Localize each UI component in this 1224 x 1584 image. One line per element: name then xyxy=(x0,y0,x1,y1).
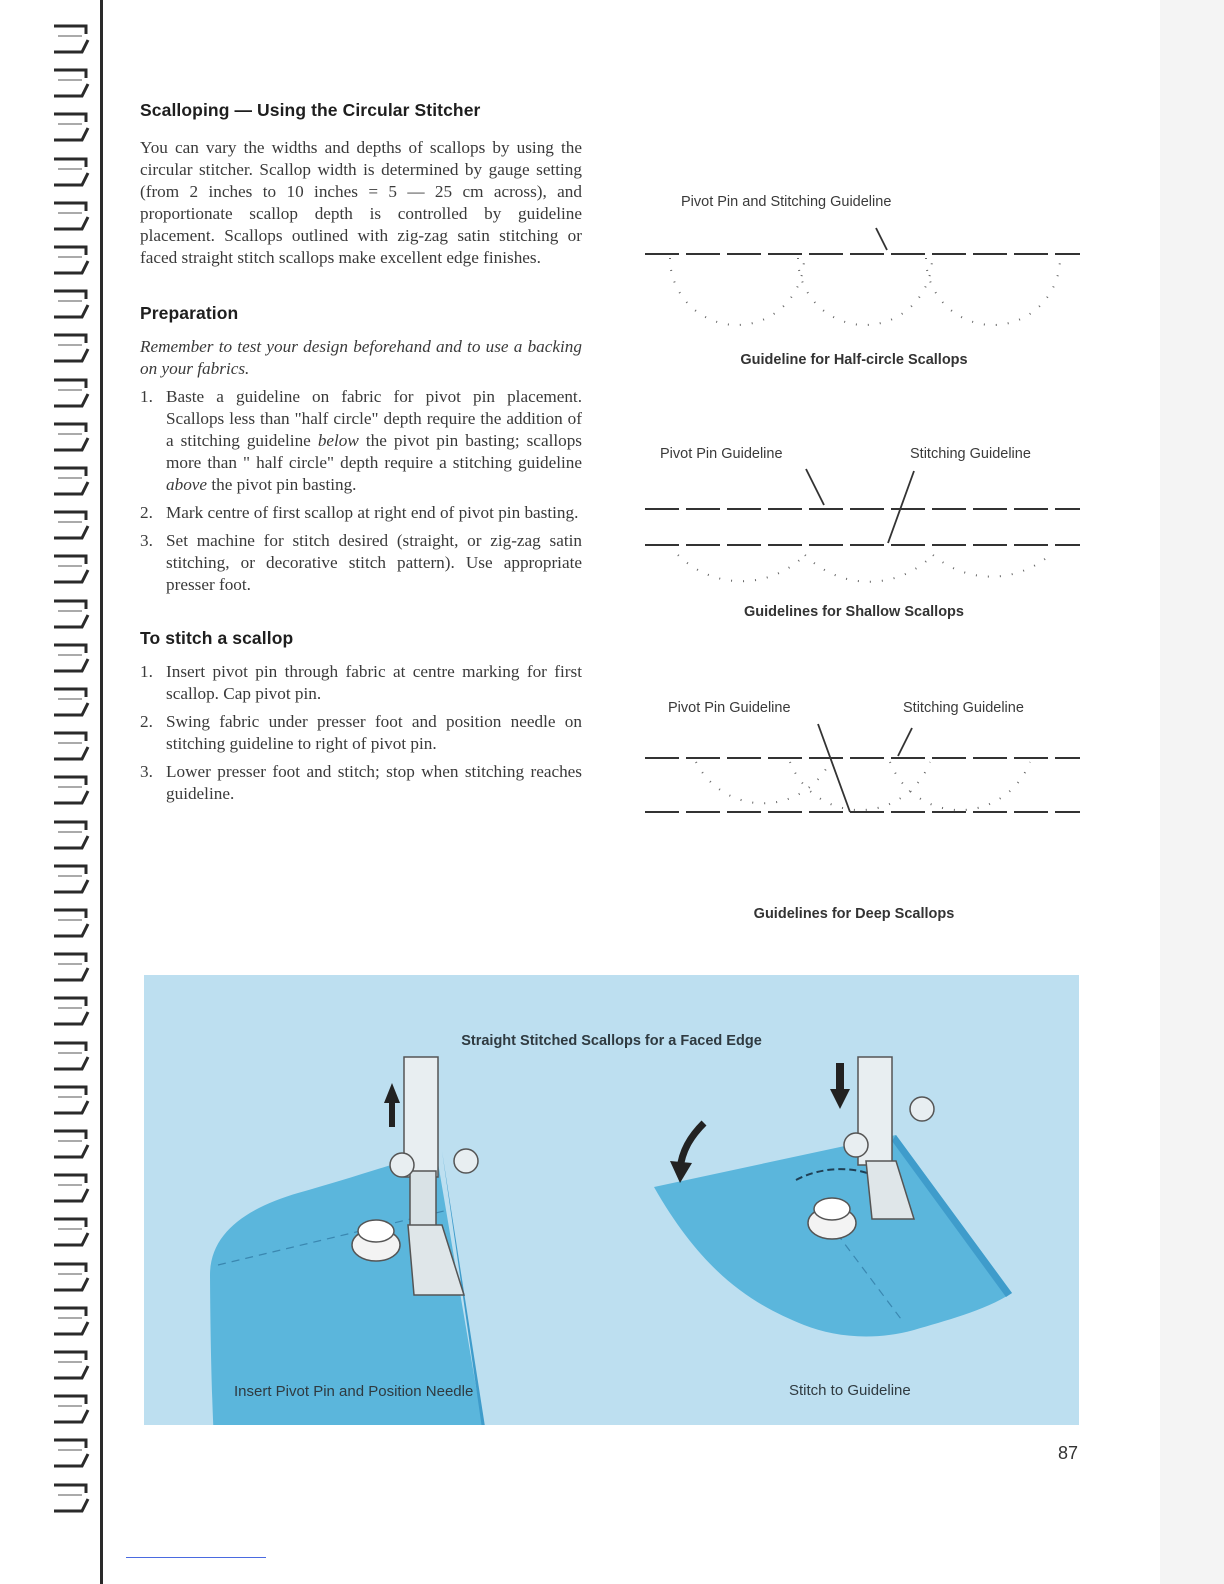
shallow-stitching-label: Stitching Guideline xyxy=(910,446,1031,462)
shallow-caption: Guidelines for Shallow Scallops xyxy=(744,604,964,620)
binding-loop xyxy=(52,641,94,677)
binding-loop xyxy=(52,1348,94,1384)
binding-loop xyxy=(52,950,94,986)
stitch-step xyxy=(140,711,582,755)
shallow-diagram xyxy=(640,465,1085,590)
preparation-steps xyxy=(140,386,582,596)
step-emphasis-above: above xyxy=(166,475,208,494)
binding-loop xyxy=(52,243,94,279)
pointer-line xyxy=(888,471,914,543)
binding-loop xyxy=(52,862,94,898)
binding-loop xyxy=(52,155,94,191)
footer-rule xyxy=(126,1557,266,1558)
binding-spine xyxy=(100,0,103,1584)
binding-loop xyxy=(52,597,94,633)
binding-loop xyxy=(52,1436,94,1472)
step-text: Insert pivot pin through fabric at centre marking for first scallop. Cap pivot pin. xyxy=(166,662,582,703)
binding-loop xyxy=(52,818,94,854)
scallop-outline xyxy=(890,762,1030,810)
pointer-line xyxy=(806,469,824,505)
sewing-illustration xyxy=(144,975,1079,1425)
intro-paragraph: You can vary the widths and depths of scallops by using the circular stitcher. Scallop width is determined by gauge setting (from 2 inches to 10 inches = 5 — 25 cm across), and proportionate scallop depth is controlled by guideline placement. Scallops outlined with zig-zag satin stitching or faced straight stitch scallops make excellent edge finishes. xyxy=(140,138,582,267)
binding-loop xyxy=(52,464,94,500)
paper-edge xyxy=(1160,0,1224,1584)
pointer-line xyxy=(898,728,912,756)
deep-pivot-label: Pivot Pin Guideline xyxy=(668,700,791,716)
step-text: Lower presser foot and stitch; stop when stitching reaches guideline. xyxy=(166,762,582,803)
curved-arrow-icon xyxy=(680,1123,704,1169)
binding-loop xyxy=(52,1171,94,1207)
illustration-title: Straight Stitched Scallops for a Faced Edge xyxy=(461,1033,762,1049)
binding-loop xyxy=(52,729,94,765)
scallop-outline xyxy=(790,762,930,810)
deep-diagram xyxy=(640,720,1085,900)
binding-loop xyxy=(52,1215,94,1251)
stitch-step xyxy=(140,661,582,705)
scallop-outline xyxy=(805,555,933,582)
step-text: the pivot pin basting; scallops more than " half circle" depth require a stitching guideline xyxy=(166,431,582,472)
step-number: 1. xyxy=(140,662,153,681)
preparation-step xyxy=(140,502,582,524)
binding-loop xyxy=(52,1481,94,1517)
binding-loop xyxy=(52,994,94,1030)
pointer-line xyxy=(818,724,850,812)
up-arrow-icon xyxy=(384,1083,400,1127)
deep-stitching-label: Stitching Guideline xyxy=(903,700,1024,716)
stitch-steps xyxy=(140,661,582,805)
left-illustration-caption: Insert Pivot Pin and Position Needle xyxy=(234,1383,474,1400)
binding-loop xyxy=(52,376,94,412)
step-number: 2. xyxy=(140,712,153,731)
right-illustration-caption: Stitch to Guideline xyxy=(789,1382,911,1399)
left-screw-knob xyxy=(390,1153,414,1177)
scallop-outline xyxy=(696,762,830,803)
binding-loop xyxy=(52,287,94,323)
binding-loop xyxy=(52,1039,94,1075)
binding-loop xyxy=(52,773,94,809)
half-circle-caption: Guideline for Half-circle Scallops xyxy=(740,352,968,368)
binding-loop xyxy=(52,66,94,102)
left-presser-shank xyxy=(410,1171,436,1231)
binding-loop xyxy=(52,1083,94,1119)
left-pivot-pin-top xyxy=(358,1220,394,1242)
binding-loop xyxy=(52,906,94,942)
right-screw-knob xyxy=(844,1133,868,1157)
step-text: Mark centre of first scallop at right end of pivot pin basting. xyxy=(166,503,579,522)
binding-loop xyxy=(52,110,94,146)
pointer-line xyxy=(876,228,887,250)
step-number: 3. xyxy=(140,762,153,781)
step-emphasis-below: below xyxy=(317,431,359,450)
section-title-stitch-scallop: To stitch a scallop xyxy=(140,628,294,648)
step-text: Baste a guideline on fabric for pivot pin placement. Scallops less than "half circle" depth require the addition of a stitching guideline xyxy=(166,387,582,450)
section-title-preparation: Preparation xyxy=(140,303,239,323)
step-number: 3. xyxy=(140,531,153,550)
page-number: 87 xyxy=(1057,1443,1078,1463)
left-screw-knob xyxy=(454,1149,478,1173)
scallop-outline xyxy=(926,258,1060,325)
down-arrow-icon xyxy=(830,1063,850,1109)
preparation-note: Remember to test your design beforehand and to use a backing on your fabrics. xyxy=(140,337,582,378)
scallop-outline xyxy=(678,555,805,581)
binding-loop xyxy=(52,1392,94,1428)
binding-loop xyxy=(52,199,94,235)
right-screw-knob xyxy=(910,1097,934,1121)
illustration-panel xyxy=(144,975,1079,1425)
stitch-step xyxy=(140,761,582,805)
binding-loop xyxy=(52,1304,94,1340)
step-text: Swing fabric under presser foot and position needle on stitching guideline to right of pivot pin. xyxy=(166,712,582,753)
binding-loop xyxy=(52,1260,94,1296)
binding-loop xyxy=(52,685,94,721)
scallop-outline xyxy=(670,258,804,325)
binding-loop xyxy=(52,331,94,367)
half-circle-label: Pivot Pin and Stitching Guideline xyxy=(681,194,892,210)
scallop-outline xyxy=(798,258,932,325)
step-text: Set machine for stitch desired (straight, or zig-zag satin stitching, or decorative stitch pattern). Use appropriate presser foot. xyxy=(166,531,582,594)
section-title-scalloping: Scalloping — Using the Circular Stitcher xyxy=(140,100,481,120)
binding-loop xyxy=(52,22,94,58)
binding-loop xyxy=(52,508,94,544)
preparation-step xyxy=(140,386,582,496)
step-number: 1. xyxy=(140,387,153,406)
binding-loop xyxy=(52,1127,94,1163)
scallop-outline xyxy=(933,555,1050,577)
binding-loop xyxy=(52,420,94,456)
shallow-pivot-label: Pivot Pin Guideline xyxy=(660,446,783,462)
preparation-step xyxy=(140,530,582,596)
step-number: 2. xyxy=(140,503,153,522)
right-pivot-pin-top xyxy=(814,1198,850,1220)
half-circle-diagram xyxy=(640,220,1085,330)
left-column xyxy=(140,100,582,811)
step-text: the pivot pin basting. xyxy=(207,475,357,494)
left-presser-foot xyxy=(408,1225,464,1295)
deep-caption: Guidelines for Deep Scallops xyxy=(753,906,955,922)
binding-loop xyxy=(52,552,94,588)
